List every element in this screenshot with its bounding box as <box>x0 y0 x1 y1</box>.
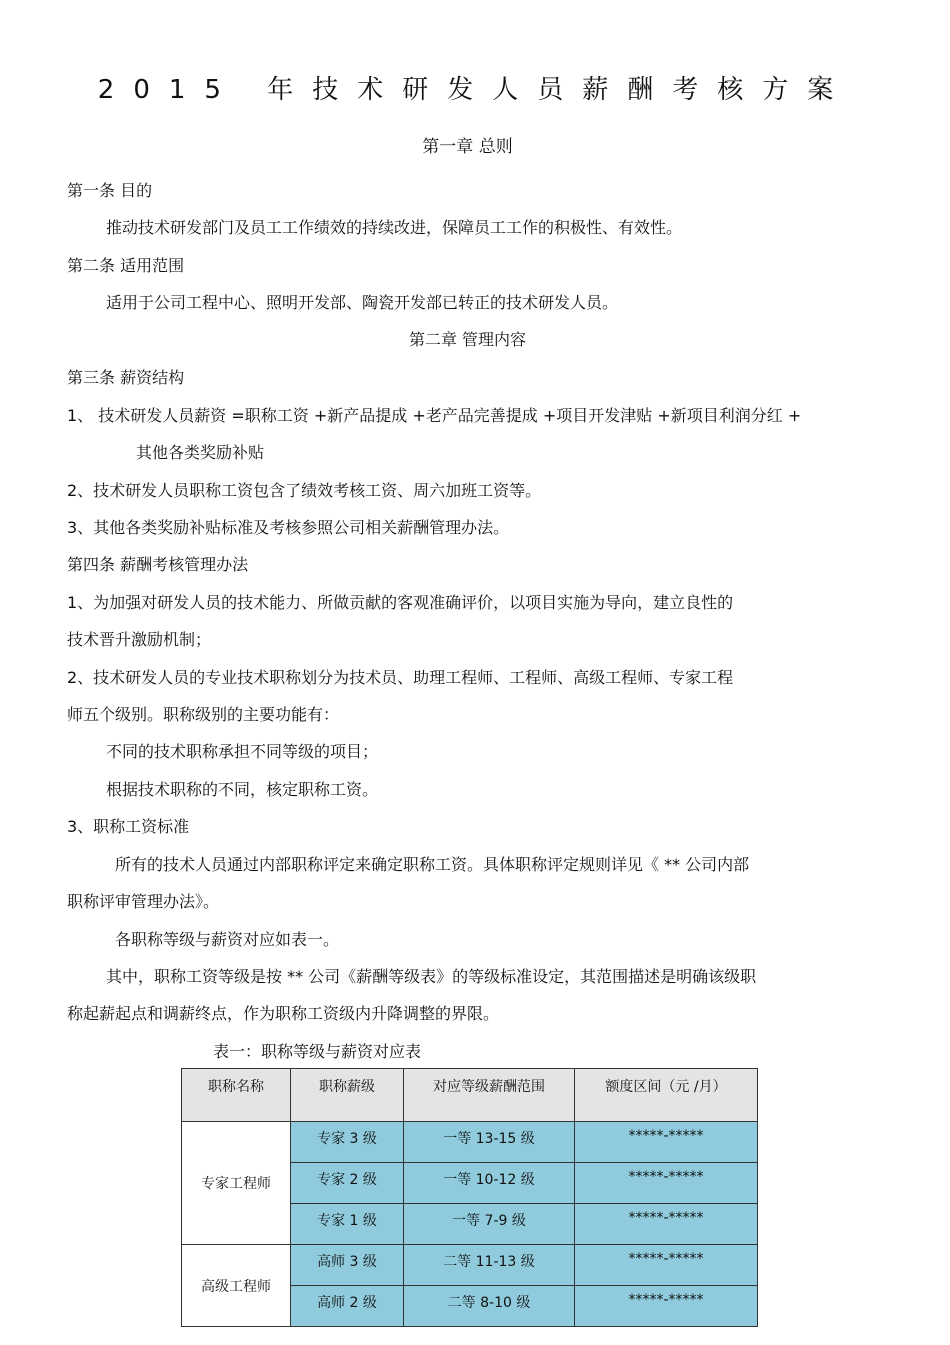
chapter-2-heading: 第二章 管理内容 <box>408 330 527 349</box>
table-header-row <box>182 1069 758 1122</box>
article-1-text: 推动技术研发部门及员工工作绩效的持续改进，保障员工工作的积极性、有效性。 <box>106 218 683 237</box>
article-3-heading: 第三条 薪资结构 <box>67 368 185 387</box>
article-4-item-3-para-3-line-2: 称起薪起点和调薪终点，作为职称工资级内升降调整的界限。 <box>67 1004 500 1023</box>
group-name-senior: 高级工程师 <box>182 1245 291 1327</box>
header-title-grade: 职称薪级 <box>291 1069 404 1122</box>
article-2-text: 适用于公司工程中心、照明开发部、陶瓷开发部已转正的技术研发人员。 <box>106 293 619 312</box>
group-name-expert: 专家工程师 <box>182 1122 291 1245</box>
amount-cell: *****-***** <box>575 1245 758 1286</box>
header-pay-range: 对应等级薪酬范围 <box>404 1069 575 1122</box>
article-4-item-2-sub-1: 不同的技术职称承担不同等级的项目； <box>106 742 379 761</box>
article-4-item-2-line-1: 2、技术研发人员的专业技术职称划分为技术员、助理工程师、工程师、高级工程师、专家工程 <box>67 668 734 687</box>
article-3-item-2: 2、技术研发人员职称工资包含了绩效考核工资、周六加班工资等。 <box>67 481 542 500</box>
article-1-heading: 第一条 目的 <box>67 181 153 200</box>
article-4-item-3-para-2: 各职称等级与薪资对应如表一。 <box>115 930 340 949</box>
article-4-item-3-para-1-line-1: 所有的技术人员通过内部职称评定来确定职称工资。具体职称评定规则详见《 ** 公司内部 <box>115 855 750 874</box>
article-2-heading: 第二条 适用范围 <box>67 256 185 275</box>
pay-range-cell: 二等 8-10 级 <box>404 1286 575 1327</box>
pay-range-cell: 一等 13-15 级 <box>404 1122 575 1163</box>
header-amount-range: 额度区间（元 /月） <box>575 1069 758 1122</box>
article-4-item-3-para-1-line-2: 职称评审管理办法》。 <box>67 892 220 911</box>
pay-range-cell: 二等 11-13 级 <box>404 1245 575 1286</box>
amount-cell: *****-***** <box>575 1286 758 1327</box>
amount-cell: *****-***** <box>575 1122 758 1163</box>
grade-cell: 专家 1 级 <box>291 1204 404 1245</box>
article-4-item-2-line-2: 师五个级别。职称级别的主要功能有： <box>67 705 340 724</box>
amount-cell: *****-***** <box>575 1163 758 1204</box>
grade-cell: 专家 3 级 <box>291 1122 404 1163</box>
pay-range-cell: 一等 10-12 级 <box>404 1163 575 1204</box>
table-row <box>182 1245 758 1286</box>
article-3-item-3: 3、其他各类奖励补贴标准及考核参照公司相关薪酬管理办法。 <box>67 518 510 537</box>
grade-cell: 高师 2 级 <box>291 1286 404 1327</box>
document-title: 2015 年技术研发人员薪酬考核方案 <box>97 75 853 105</box>
article-4-item-3-para-3-line-1: 其中，职称工资等级是按 ** 公司《薪酬等级表》的等级标准设定，其范围描述是明确该级职 <box>106 967 757 986</box>
table-caption: 表一：职称等级与薪资对应表 <box>213 1042 422 1061</box>
amount-cell: *****-***** <box>575 1204 758 1245</box>
table-row <box>182 1122 758 1163</box>
grade-cell: 高师 3 级 <box>291 1245 404 1286</box>
article-3-item-1-line-2: 其他各类奖励补贴 <box>136 443 265 462</box>
chapter-1-heading: 第一章 总则 <box>422 137 513 157</box>
article-4-item-1-line-1: 1、为加强对研发人员的技术能力、所做贡献的客观准确评价，以项目实施为导向，建立良性的 <box>67 593 734 612</box>
article-4-item-2-sub-2: 根据技术职称的不同，核定职称工资。 <box>106 780 379 799</box>
pay-range-cell: 一等 7-9 级 <box>404 1204 575 1245</box>
salary-grade-table <box>181 1068 758 1327</box>
article-4-heading: 第四条 薪酬考核管理办法 <box>67 555 249 574</box>
article-4-item-1-line-2: 技术晋升激励机制； <box>67 630 212 649</box>
article-4-item-3-heading: 3、职称工资标准 <box>67 817 190 836</box>
article-3-item-1-line-1: 1、 技术研发人员薪资 =职称工资 +新产品提成 +老产品完善提成 +项目开发津贴 +新项目利润分红 + <box>67 406 802 425</box>
grade-cell: 专家 2 级 <box>291 1163 404 1204</box>
header-title-name: 职称名称 <box>182 1069 291 1122</box>
